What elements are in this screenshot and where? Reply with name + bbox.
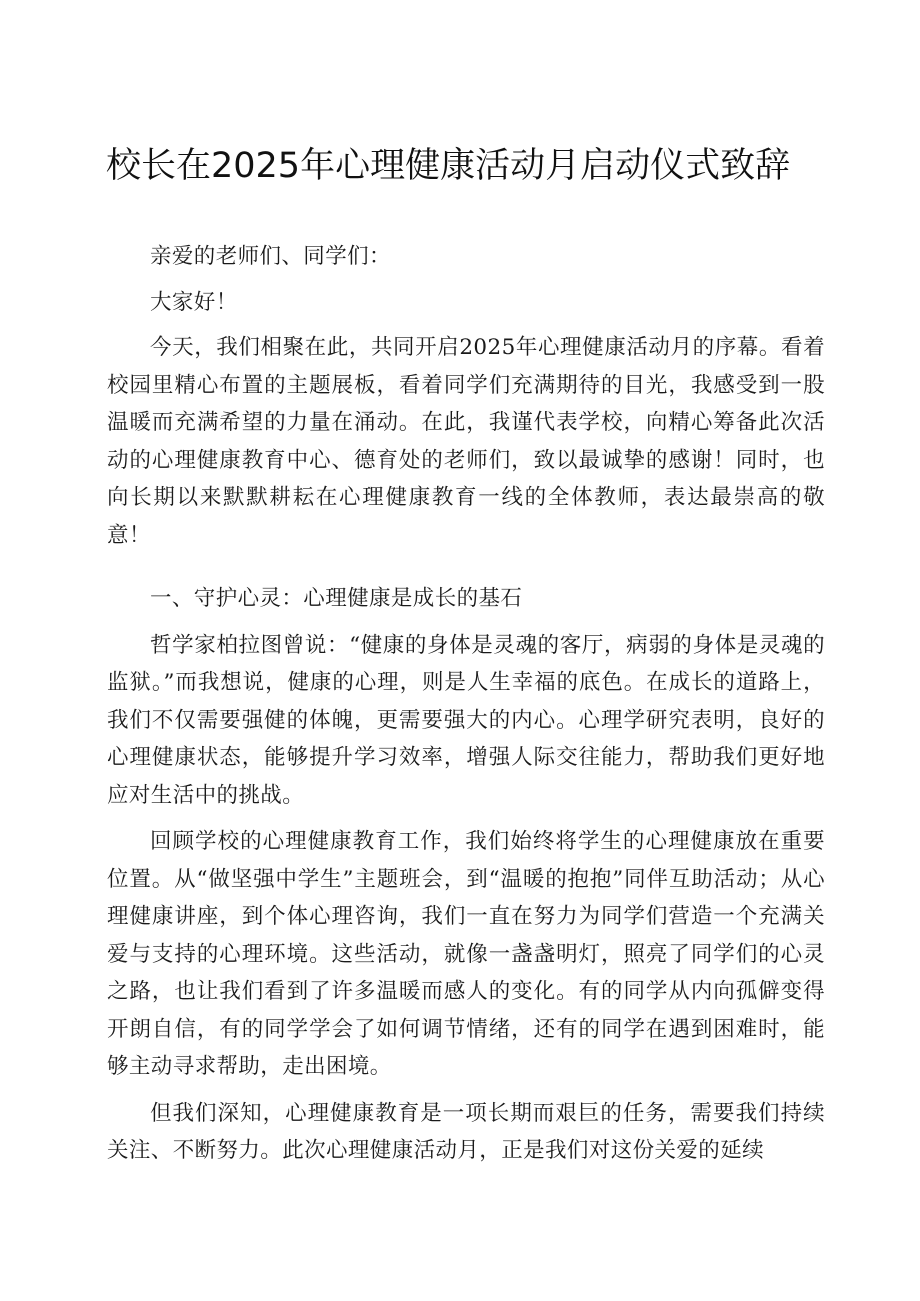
intro-paragraph: 今天，我们相聚在此，共同开启2025年心理健康活动月的序幕。看着校园里精心布置的主题展板，看着同学们充满期待的目光，我感受到一股温暖而充满希望的力量在涌动。在此，我谨代表学校，向精心筹备此次活动的心理健康教育中心、德育处的老师们，致以最诚挚的感谢！同时，也向长期以来默默耕耘在心理健康教育一线的全体教师，表达最崇高的敬意！ — [107, 335, 825, 548]
section-paragraph: 哲学家柏拉图曾说：“健康的身体是灵魂的客厅，病弱的身体是灵魂的监狱。”而我想说，健康的心理，则是人生幸福的底色。在成长的道路上，我们不仅需要强健的体魄，更需要强大的内心。心理学研究表明，良好的心理健康状态，能够提升学习效率，增强人际交往能力，帮助我们更好地应对生活中的挑战。 — [107, 632, 825, 808]
salutation: 亲爱的老师们、同学们： — [150, 244, 391, 269]
section-paragraph: 但我们深知，心理健康教育是一项长期而艰巨的任务，需要我们持续关注、不断努力。此次心理健康活动月，正是我们对这份关爱的延续 — [107, 1100, 825, 1163]
greeting: 大家好！ — [150, 289, 238, 315]
section-paragraph: 回顾学校的心理健康教育工作，我们始终将学生的心理健康放在重要位置。从“做坚强中学生”主题班会，到“温暖的抱抱”同伴互助活动；从心理健康讲座，到个体心理咨询，我们一直在努力为同学们营造一个充满关爱与支持的心理环境。这些活动，就像一盏盏明灯，照亮了同学们的心灵之路，也让我们看到了许多温暖而感人的变化。有的同学从内向孤僻变得开朗自信，有的同学学会了如何调节情绪，还有的同学在遇到困难时，能够主动寻求帮助，走出困境。 — [107, 829, 825, 1079]
document-title: 校长在2025年心理健康活动月启动仪式致辞 — [106, 146, 791, 186]
section-heading: 一、守护心灵：心理健康是成长的基石 — [150, 586, 523, 611]
document-body — [107, 238, 825, 1170]
